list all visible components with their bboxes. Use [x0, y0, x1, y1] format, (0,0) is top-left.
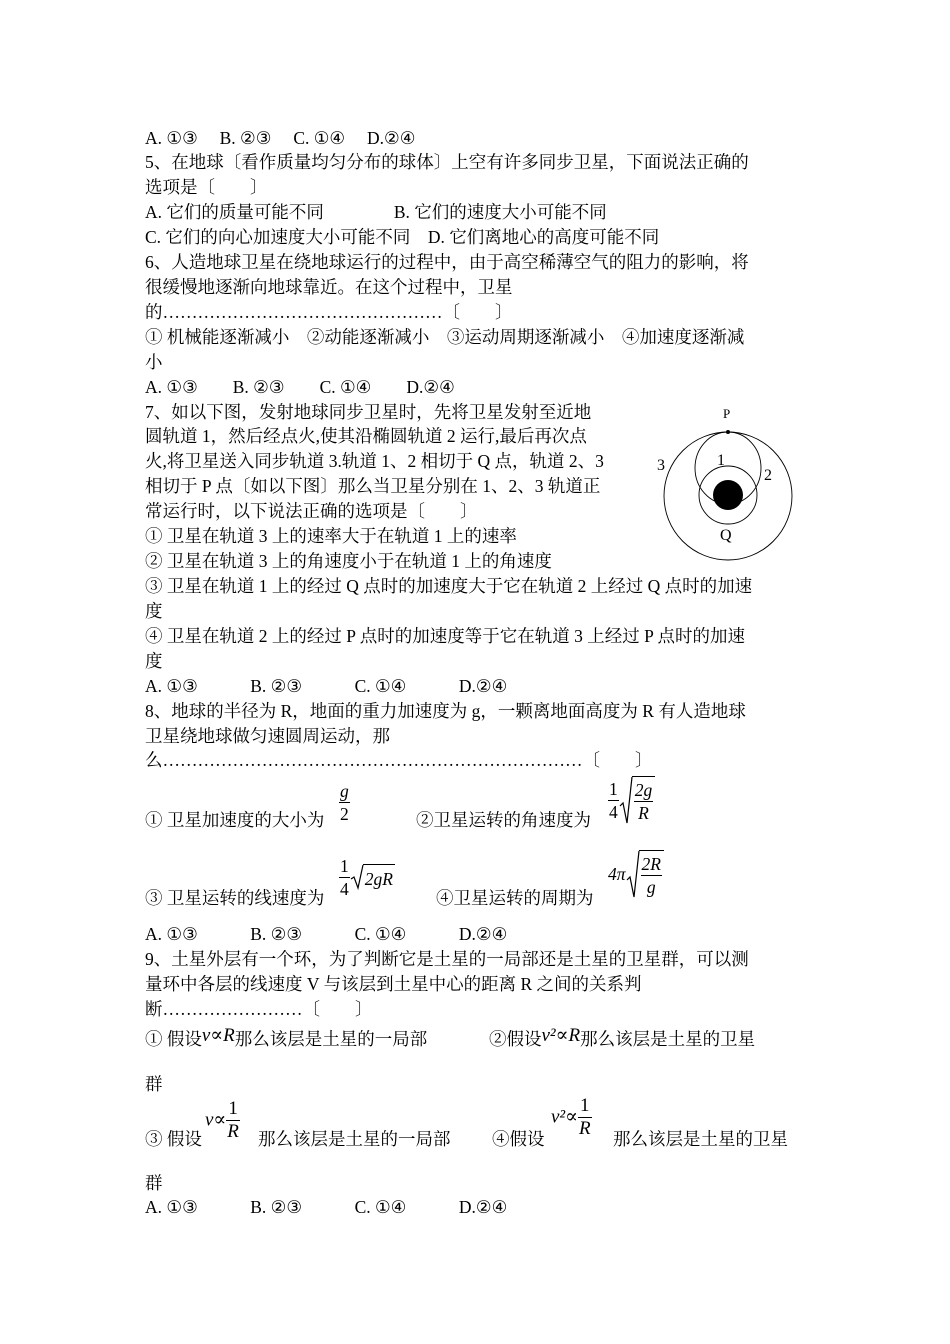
q7-answer-choices: A. ①③ B. ②③ C. ①④ D.②④	[145, 676, 508, 696]
q7-stem-line3: 火,将卫星送入同步轨道 3.轨道 1、2 相切于 Q 点，轨道 2、3	[145, 451, 604, 471]
q9-o4-den: R	[579, 1118, 591, 1139]
q9-option-1	[145, 1027, 427, 1052]
q5-stem-line2: 选项是〔 〕	[145, 177, 268, 197]
q8-o4-coef: 4π	[608, 864, 626, 884]
q9-answer-choices: A. ①③ B. ②③ C. ①④ D.②④	[145, 1197, 508, 1217]
q8-option-1-formula	[339, 780, 350, 825]
q7-stem-line5: 常运行时，以下说法正确的选项是〔 〕	[145, 501, 478, 521]
q8-o2-coef-den: 4	[609, 801, 618, 822]
q9-option-3-post: 那么该层是土星的一局部	[258, 1129, 451, 1149]
q6-stem-line2: 很缓慢地逐渐向地球靠近。在这个过程中，卫星	[145, 277, 513, 297]
q9-option-4-post: 那么该层是土星的卫星	[613, 1129, 788, 1149]
q8-answer-choices: A. ①③ B. ②③ C. ①④ D.②④	[145, 924, 508, 944]
q7-statement-4: ④ 卫星在轨道 2 上的经过 P 点时的加速度等于它在轨道 3 上经过 P 点时的加速	[145, 626, 746, 646]
q9-stem-line3: 断……………………〔 〕	[145, 999, 373, 1019]
q7-stem-line4: 相切于 P 点〔如以下图〕那么当卫星分别在 1、2、3 轨道正	[145, 476, 601, 496]
q8-o1-denominator: 2	[340, 804, 349, 824]
q9-stem-line2: 量环中各层的线速度 V 与该层到土星中心的距离 R 之间的关系判	[145, 974, 642, 994]
point-p-marker	[726, 430, 730, 434]
q8-o3-sqrt	[350, 864, 395, 891]
label-q: Q	[720, 527, 732, 544]
q8-option-2-label: ②卫星运转的角速度为	[416, 810, 591, 830]
q9-o4-math: v²∝	[551, 1106, 578, 1128]
q8-stem-line1: 8、地球的半径为 R，地面的重力加速度为 g，一颗离地面高度为 R 有人造地球	[145, 701, 746, 721]
q9-o3-den: R	[227, 1121, 239, 1142]
q6-statements-wrap: 小	[145, 352, 163, 372]
q9-stem-line1: 9、土星外层有一个环，为了判断它是土星的一局部还是土星的卫星群，可以测	[145, 949, 749, 969]
q8-option-3-label: ③ 卫星运转的线速度为	[145, 888, 325, 908]
q7-statement-4-wrap: 度	[145, 651, 163, 671]
q9-o1-math: v∝R	[201, 1025, 235, 1046]
q8-o3-radicand: 2gR	[363, 864, 395, 891]
q8-o3-coef-den: 4	[340, 879, 349, 899]
q8-o4-rad-den: g	[641, 875, 662, 898]
q9-option-3-pre: ③ 假设	[145, 1129, 202, 1149]
earth-disc	[713, 480, 743, 510]
q8-option-4-formula	[608, 850, 664, 898]
label-p: P	[723, 406, 731, 421]
q9-o3-num: 1	[228, 1098, 238, 1119]
q9-o2-math: v²∝R	[541, 1025, 581, 1046]
q5-options-ab: A. 它们的质量可能不同 B. 它们的速度大小可能不同	[145, 202, 607, 222]
q6-answer-choices: A. ①③ B. ②③ C. ①④ D.②④	[145, 377, 455, 397]
q6-statements: ① 机械能逐渐减小 ②动能逐渐减小 ③运动周期逐渐减小 ④加速度逐渐减	[145, 327, 745, 347]
q8-o4-sqrt	[626, 850, 664, 898]
q8-o1-numerator: g	[340, 781, 349, 801]
q8-stem-line3: 么………………………………………………………………〔 〕	[145, 750, 653, 770]
q7-stem-line2: 圆轨道 1，然后经点火,使其沿椭圆轨道 2 运行,最后再次点	[145, 426, 587, 446]
q7-statement-1: ① 卫星在轨道 3 上的速率大于在轨道 1 上的速率	[145, 526, 517, 546]
q9-o2-post: 那么该层是土星的卫星	[580, 1029, 756, 1049]
q9-option-3-formula	[205, 1098, 240, 1143]
q9-option-4-wrap: 群	[145, 1173, 163, 1193]
q8-option-1-label: ① 卫星加速度的大小为	[145, 810, 325, 830]
label-orbit-3: 3	[657, 457, 665, 474]
q8-o2-rad-num: 2g	[634, 780, 653, 800]
q9-option-4-pre: ④假设	[492, 1129, 545, 1149]
label-orbit-1: 1	[717, 452, 725, 469]
q7-stem-line1: 7、如以下图，发射地球同步卫星时，先将卫星发射至近地	[145, 402, 592, 422]
q5-stem-line1: 5、在地球〔看作质量均匀分布的球体〕上空有许多同步卫星，下面说法正确的	[145, 152, 749, 172]
q8-o4-rad-num: 2R	[641, 854, 661, 874]
q7-statement-2: ② 卫星在轨道 3 上的角速度小于在轨道 1 上的角速度	[145, 551, 552, 571]
q6-stem-line3: 的…………………………………………〔 〕	[145, 302, 513, 322]
q8-o2-coef-num: 1	[609, 778, 618, 799]
q9-o4-num: 1	[580, 1095, 590, 1116]
satellite-orbit-diagram	[655, 398, 805, 568]
q9-o1-pre: ① 假设	[145, 1029, 202, 1049]
q8-option-2-formula	[608, 776, 655, 824]
q8-option-4-label: ④卫星运转的周期为	[436, 888, 594, 908]
q5-options-cd: C. 它们的向心加速度大小可能不同 D. 它们离地心的高度可能不同	[145, 227, 660, 247]
q8-stem-line2: 卫星绕地球做匀速圆周运动，那	[145, 726, 390, 746]
q6-stem-line1: 6、人造地球卫星在绕地球运行的过程中，由于高空稀薄空气的阻力的影响，将	[145, 252, 749, 272]
q9-option-2	[489, 1027, 755, 1052]
label-orbit-2: 2	[764, 467, 772, 484]
q7-statement-3: ③ 卫星在轨道 1 上的经过 Q 点时的加速度大于它在轨道 2 上经过 Q 点时的加速	[145, 576, 753, 596]
q8-o2-rad-den: R	[634, 801, 654, 824]
q9-o3-math: v∝	[205, 1109, 227, 1131]
q7-statement-3-wrap: 度	[145, 601, 163, 621]
q9-option-2-wrap: 群	[145, 1074, 163, 1094]
q4-answer-choices: A. ①③ B. ②③ C. ①④ D.②④	[145, 128, 416, 148]
q8-o2-sqrt	[619, 776, 656, 824]
q9-o1-post: 那么该层是土星的一局部	[234, 1029, 428, 1049]
q8-option-3-formula	[339, 855, 395, 900]
q9-option-4-formula	[551, 1095, 592, 1140]
q9-o2-pre: ②假设	[489, 1029, 542, 1049]
q8-o3-coef-num: 1	[340, 856, 349, 876]
